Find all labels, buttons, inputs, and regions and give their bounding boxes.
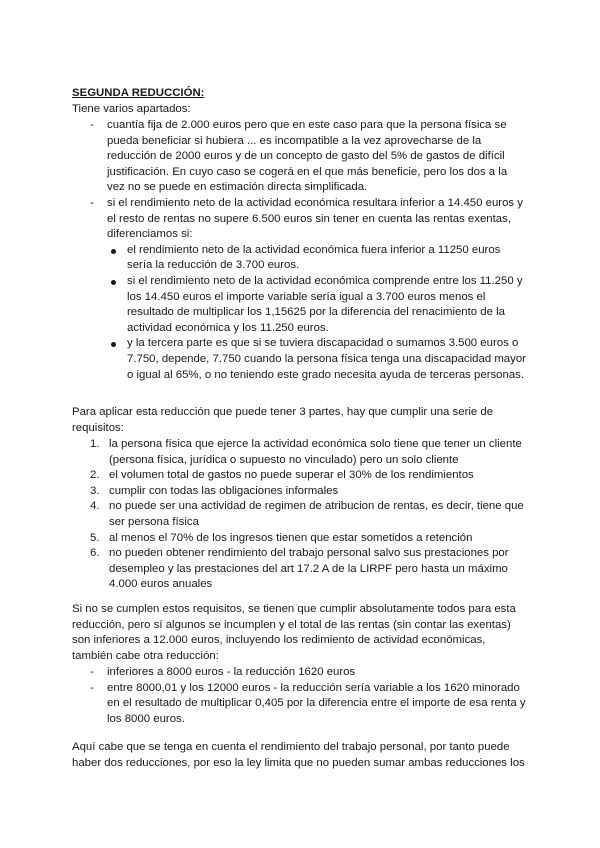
sub-bullet-item [107,336,527,383]
otra-reduccion-item [72,665,527,681]
dash-marker: - [90,119,94,131]
otra-reduccion-text: inferiores a 8000 euros - la reducción 1620 euros [107,666,356,678]
apartado-text: si el rendimiento neto de la actividad económica resultara inferior a 14.450 euros y el resto de rentas no supere 6.500 euros sin tener en cuenta las rentas exentas, diferenciamos si: [107,196,523,241]
bullet-dot-icon [111,249,116,254]
requisitos-paragraph: Para aplicar esta reducción que puede tener 3 partes, hay que cumplir una serie de requisitos: [72,406,494,434]
sub-bullet-item [107,274,527,336]
number-marker: 4. [90,500,100,513]
sub-bullet-item [107,243,527,274]
requisitos-list [72,437,527,593]
apartado-text: cuantía fija de 2.000 euros pero que en este caso para que la persona física se pueda beneficiar si hubiera ... es incompatible a la vez aprovecharse de la reducción de 2000 euros y de un concepto de gasto del 5% de gastos de difícil justificación. En cuyo caso se cogerá en el que más beneficie, pero los dos a la vez no se puede en estimación directa simplificada. [107,119,508,194]
apartado-item [72,196,527,383]
sub-bullet-text: si el rendimiento neto de la actividad económica comprende entre los 11.250 y los 14.450 euros el importe variable sería igual a 3.700 euros menos el resultado de multiplicar los 1,15625 por la diferencia del renacimiento de la actividad económica y los 11.250 euros. [127,274,523,334]
section-heading: SEGUNDA REDUCCIÓN: [72,87,205,99]
number-marker: 1. [90,438,100,450]
sub-bullet-text: y la tercera parte es que si se tuviera discapacidad o sumamos 3.500 euros o 7.750, depende, 7.750 cuando la persona física tenga una discapacidad mayor o igual al 65%, o no teniendo este grado necesita ayuda de terceras personas. [127,337,526,381]
requisito-text: el volumen total de gastos no puede superar el 30% de los rendimientos [109,469,474,482]
number-marker: 6. [90,547,100,560]
requisito-text: no pueden obtener rendimiento del trabajo personal salvo sus prestaciones por desempleo y las prestaciones del art 17.2 A de la LIRPF pero hasta un máximo 4.000 euros anuales [109,547,509,591]
intro-paragraph: Tiene varios apartados: [72,103,191,115]
requisito-item [72,499,527,530]
dash-marker: - [90,681,94,694]
otra-reduccion-text: entre 8000,01 y los 12000 euros - la reducción sería variable a los 1620 minorado en el resultado de multiplicar 0,405 por la diferencia entre el importe de esa renta y los 8000 euros. [107,681,526,725]
apartados-list [72,118,527,383]
sub-bullet-list [107,243,527,383]
requisito-text: al menos el 70% de los ingresos tienen que estar sometidos a retención [109,531,473,544]
requisito-item [72,531,527,547]
requisito-item [72,484,527,500]
requisito-text: cumplir con todas las obligaciones informales [109,484,339,497]
final-paragraph: Aquí cabe que se tenga en cuenta el rendimiento del trabajo personal, por tanto puede haber dos reducciones, por eso la ley limita que no pueden sumar ambas reducciones los [72,741,525,769]
sub-bullet-text: el rendimiento neto de la actividad económica fuera inferior a 11250 euros sería la reducción de 3.700 euros. [127,243,501,272]
bullet-dot-icon [111,280,116,285]
bullet-dot-icon [111,342,116,347]
number-marker: 3. [90,484,100,497]
requisito-item [72,468,527,484]
requisito-item [72,546,527,593]
otra-reduccion-item [72,681,527,728]
dash-marker: - [90,196,94,209]
incumplimiento-paragraph: Si no se cumplen estos requisitos, se tienen que cumplir absolutamente todos para esta reducción, pero sí algunos se incumplen y el total de las rentas (sin contar las exentas) son inferiores a 12.000 euros, incluyendo los redimiento de actividad económicas, también cabe otra reducción: [72,603,516,662]
number-marker: 2. [90,469,100,482]
apartado-item [72,118,527,196]
otra-reduccion-list [72,665,527,727]
dash-marker: - [90,666,94,678]
requisito-text: la persona física que ejerce la actividad económica solo tiene que tener un cliente (persona física, jurídica o supuesto no vinculado) pero un solo cliente [109,438,522,466]
requisito-item [72,437,527,468]
requisito-text: no puede ser una actividad de regimen de atribucion de rentas, es decir, tiene que ser persona física [109,500,524,528]
number-marker: 5. [90,531,100,544]
